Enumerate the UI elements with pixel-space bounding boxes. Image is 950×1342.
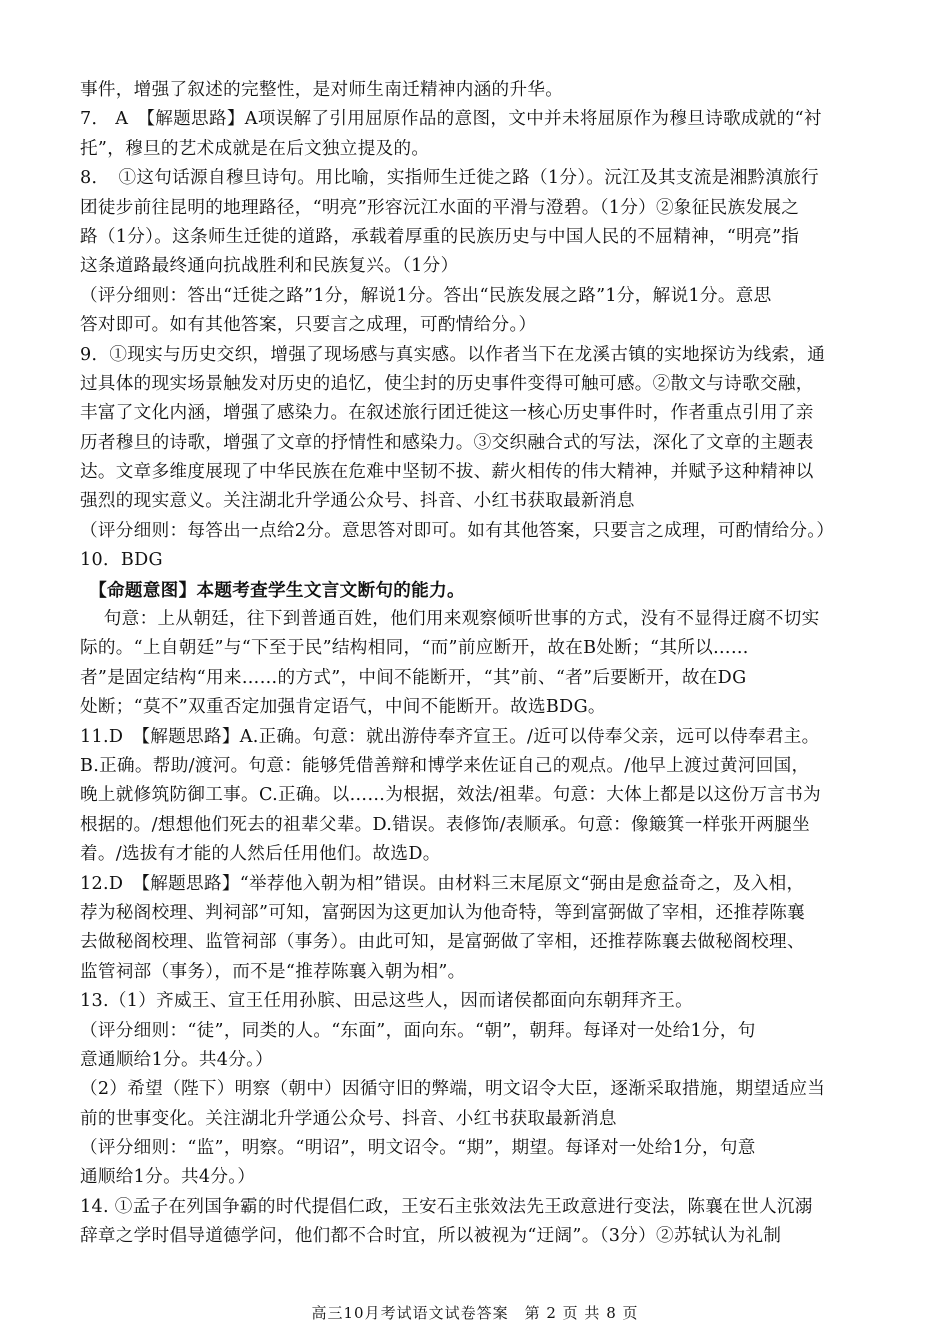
text-line: 句意：上从朝廷，往下到普通百姓，他们用来观察倾听世事的方式，没有不显得迂腐不切实 — [80, 609, 820, 630]
text-line: 辞章之学时倡导道德学问，他们都不合时宜，所以被视为“迂阔”。（3分）②苏轼认为礼制 — [80, 1226, 782, 1247]
text-line: （评分细则：每答出一点给2分。意思答对即可。如有其他答案，只要言之成理，可酌情给分。） — [80, 520, 835, 541]
text-line: 际的。“上自朝廷”与“下至于民”结构相同，“而”前应断开，故在B处断；“其所以…… — [80, 638, 749, 659]
text-line: B.正确。帮助/渡河。句意：能够凭借善辩和博学来佐证自己的观点。/他早上渡过黄河回国， — [80, 755, 810, 776]
text-line: 强烈的现实意义。关注湖北升学通公众号、抖音、小红书获取最新消息 — [80, 491, 635, 512]
text-line: 答对即可。如有其他答案，只要言之成理，可酌情给分。） — [80, 315, 537, 336]
page-footer: 高三10月考试语文试卷答案 第 2 页 共 8 页 — [311, 1304, 639, 1322]
text-line: 过具体的现实场景触发对历史的追忆，使尘封的历史事件变得可触可感。②散文与诗歌交融， — [80, 373, 814, 394]
text-line: 监管祠部（事务），而不是“推荐陈襄入朝为相”。 — [80, 961, 466, 982]
text-line: 处断；“莫不”双重否定加强肯定语气，中间不能断开。故选BDG。 — [80, 697, 606, 718]
text-line: 8． ①这句话源自穆旦诗句。用比喻，实指师生迁徙之路（1分）。沅江及其支流是湘黔滇旅行 — [80, 168, 820, 189]
text-line: 着。/选拔有才能的人然后任用他们。故选D。 — [80, 844, 441, 865]
text-line: 10．BDG — [80, 550, 163, 571]
text-line: （评分细则：答出“迁徙之路”1分，解说1分。答出“民族发展之路”1分，解说1分。意思 — [80, 285, 772, 306]
text-line: 荐为秘阁校理、判祠部”可知，富弼因为这更加认为他奇特，等到富弼做了宰相，还推荐陈襄 — [80, 902, 806, 923]
text-line: 托”，穆旦的艺术成就是在后文独立提及的。 — [80, 138, 430, 159]
text-line: 意通顺给1分。共4分。） — [80, 1049, 274, 1070]
text-line: 11.D 【解题思路】A.正确。句意：就出游侍奉齐宣王。/近可以侍奉父亲，远可以侍奉君主。 — [80, 726, 820, 747]
text-line: （评分细则：“徒”，同类的人。“东面”，面向东。“朝”，朝拜。每译对一处给1分，句 — [80, 1020, 756, 1041]
text-line: 这条道路最终通向抗战胜利和民族复兴。（1分） — [80, 256, 459, 277]
text-line: 事件，增强了叙述的完整性，是对师生南迁精神内涵的升华。 — [80, 80, 564, 100]
text-line: 前的世事变化。关注湖北升学通公众号、抖音、小红书获取最新消息 — [80, 1108, 617, 1129]
text-line: （评分细则：“监”，明察。“明诏”，明文诏令。“期”，期望。每译对一处给1分，句意 — [80, 1138, 756, 1159]
text-line: 14. ①孟子在列国争霸的时代提倡仁政，王安石主张效法先王政意进行变法，陈襄在世人沉溺 — [80, 1196, 813, 1217]
answer-sheet-body — [80, 76, 872, 1252]
text-line: 13.（1）齐威王、宣王任用孙膑、田忌这些人，因而诸侯都面向东朝拜齐王。 — [80, 991, 693, 1012]
text-line: 晚上就修筑防御工事。C.正确。以……为根据，效法/祖辈。句意：大体上都是以这份万言书为 — [80, 785, 822, 806]
text-line: 去做秘阁校理、监管祠部（事务）。由此可知，是富弼做了宰相，还推荐陈襄去做秘阁校理、 — [80, 932, 805, 953]
text-line: （2）希望（陛下）明察（朝中）因循守旧的弊端，明文诏令大臣，逐渐采取措施，期望适应当 — [80, 1079, 826, 1100]
text-line: 12.D 【解题思路】“举荐他入朝为相”错误。由材料三末尾原文“弼由是愈益奇之，及入相， — [80, 873, 805, 894]
text-line: 【命题意图】本题考查学生文言文断句的能力。 — [80, 579, 465, 601]
text-line: 达。文章多维度展现了中华民族在危难中坚韧不拔、薪火相传的伟大精神，并赋予这种精神以 — [80, 462, 814, 483]
text-line: 者”是固定结构“用来……的方式”，中间不能断开，“其”前、“者”后要断开，故在DG — [80, 667, 747, 688]
text-line: 丰富了文化内涵，增强了感染力。在叙述旅行团迁徙这一核心历史事件时，作者重点引用了亲 — [80, 403, 814, 424]
text-line: 团徒步前往昆明的地理路径，“明亮”形容沅江水面的平滑与澄碧。（1分）②象征民族发展之 — [80, 197, 800, 218]
text-line: 7． A 【解题思路】A项误解了引用屈原作品的意图，文中并未将屈原作为穆旦诗歌成就的“衬 — [80, 109, 822, 130]
text-line: 历者穆旦的诗歌，增强了文章的抒情性和感染力。③交织融合式的写法，深化了文章的主题表 — [80, 432, 814, 453]
text-line: 通顺给1分。共4分。） — [80, 1167, 256, 1188]
text-line: 根据的。/想想他们死去的祖辈父辈。D.错误。表修饰/表顺承。句意：像簸箕一样张开两腿坐 — [80, 814, 810, 835]
text-line: 9．①现实与历史交织，增强了现场感与真实感。以作者当下在龙溪古镇的实地探访为线索，通 — [80, 344, 826, 365]
text-line: 路（1分）。这条师生迁徙的道路，承载着厚重的民族历史与中国人民的不屈精神，“明亮”指 — [80, 226, 800, 247]
